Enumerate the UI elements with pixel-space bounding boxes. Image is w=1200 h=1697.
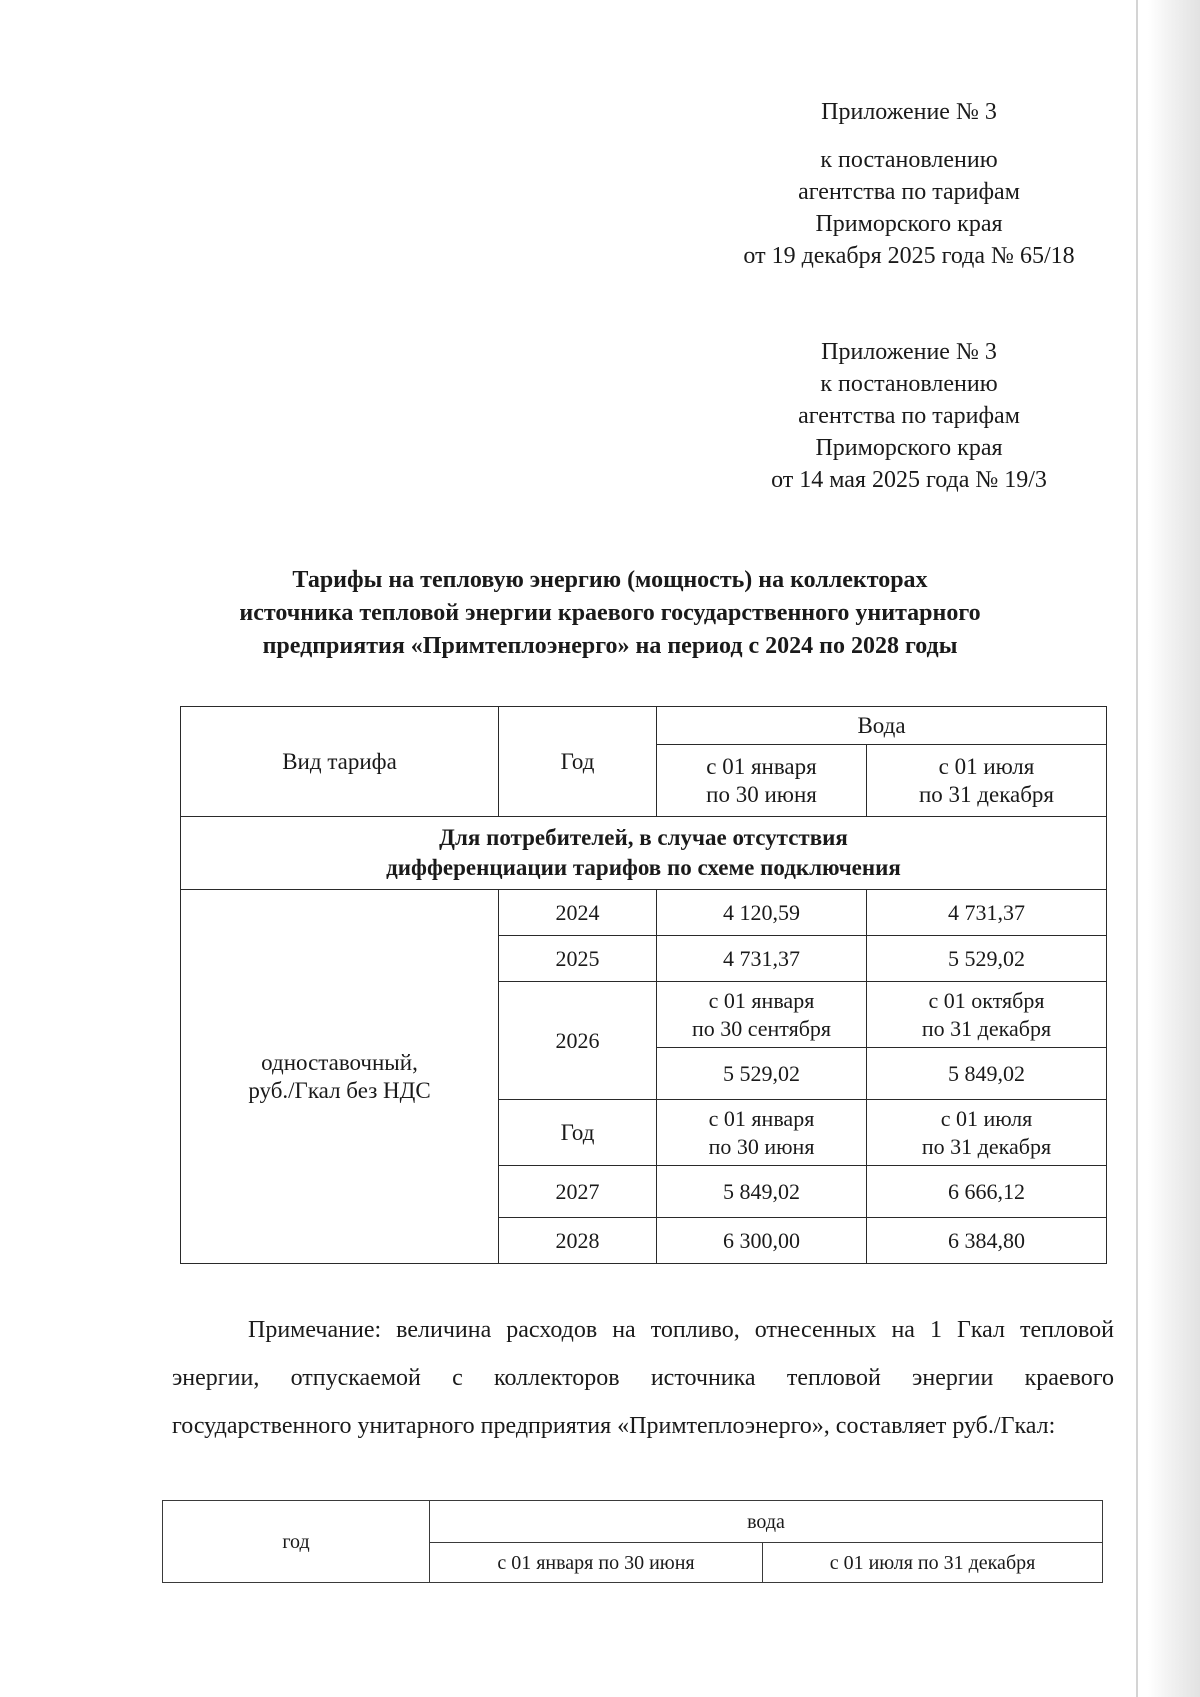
appendix-title: Приложение № 3: [821, 99, 997, 125]
year-cell: 2024: [499, 890, 657, 936]
value-cell: 4 731,37: [867, 890, 1107, 936]
appendix-block-current: [700, 96, 1118, 272]
fuel-cost-table: [162, 1500, 1103, 1583]
appendix-line: к постановлению: [820, 371, 998, 397]
document-title: [150, 564, 1070, 663]
title-line: источника тепловой энергии краевого государственного унитарного: [239, 600, 981, 626]
header-water: Вода: [657, 707, 1107, 745]
value-cell: 6 384,80: [867, 1218, 1107, 1264]
fuel-header-water: вода: [430, 1501, 1103, 1543]
tariff-type-cell: одноставочный, руб./Гкал без НДС: [181, 890, 499, 1264]
appendix-line: к постановлению: [820, 147, 998, 173]
appendix-date: от 14 мая 2025 года № 19/3: [771, 467, 1047, 493]
header-period-first-half: с 01 января по 30 июня: [657, 745, 867, 817]
page-edge-line: [1136, 0, 1138, 1697]
page-edge-shadow: [1148, 0, 1200, 1697]
subheader-year: Год: [499, 1100, 657, 1166]
appendix-line: Приморского края: [815, 211, 1003, 237]
value-cell: 5 529,02: [867, 936, 1107, 982]
appendix-title: Приложение № 3: [821, 339, 997, 365]
appendix-block-previous: [700, 336, 1118, 496]
fuel-header-year: год: [163, 1501, 430, 1583]
appendix-line: агентства по тарифам: [798, 403, 1020, 429]
value-cell: 5 849,02: [657, 1166, 867, 1218]
title-line: предприятия «Примтеплоэнерго» на период с 2024 по 2028 годы: [262, 633, 958, 659]
fuel-header-period-first: с 01 января по 30 июня: [430, 1543, 763, 1583]
year-cell: 2028: [499, 1218, 657, 1264]
appendix-date: от 19 декабря 2025 года № 65/18: [743, 243, 1075, 269]
period-cell: с 01 января по 30 июня: [657, 1100, 867, 1166]
value-cell: 5 529,02: [657, 1048, 867, 1100]
year-cell: 2027: [499, 1166, 657, 1218]
appendix-line: агентства по тарифам: [798, 179, 1020, 205]
year-cell: 2026: [499, 982, 657, 1100]
value-cell: 5 849,02: [867, 1048, 1107, 1100]
value-cell: 6 300,00: [657, 1218, 867, 1264]
tariff-table: [180, 706, 1107, 1264]
header-tariff-type: Вид тарифа: [181, 707, 499, 817]
period-cell: с 01 июля по 31 декабря: [867, 1100, 1107, 1166]
appendix-line: Приморского края: [815, 435, 1003, 461]
year-cell: 2025: [499, 936, 657, 982]
period-cell: с 01 октября по 31 декабря: [867, 982, 1107, 1048]
header-period-second-half: с 01 июля по 31 декабря: [867, 745, 1107, 817]
value-cell: 4 731,37: [657, 936, 867, 982]
value-cell: 6 666,12: [867, 1166, 1107, 1218]
header-year: Год: [499, 707, 657, 817]
title-line: Тарифы на тепловую энергию (мощность) на коллекторах: [292, 567, 928, 593]
value-cell: 4 120,59: [657, 890, 867, 936]
note-paragraph: Примечание: величина расходов на топливо, отнесенных на 1 Гкал тепловой энергии, отпускаемой с коллекторов источника тепловой энергии краевого государственного унитарного предприятия «Примтеплоэнерго», составляет руб./Гкал:: [172, 1317, 1114, 1439]
section-heading: Для потребителей, в случае отсутствия дифференциации тарифов по схеме подключения: [181, 817, 1107, 890]
fuel-header-period-second: с 01 июля по 31 декабря: [763, 1543, 1103, 1583]
period-cell: с 01 января по 30 сентября: [657, 982, 867, 1048]
